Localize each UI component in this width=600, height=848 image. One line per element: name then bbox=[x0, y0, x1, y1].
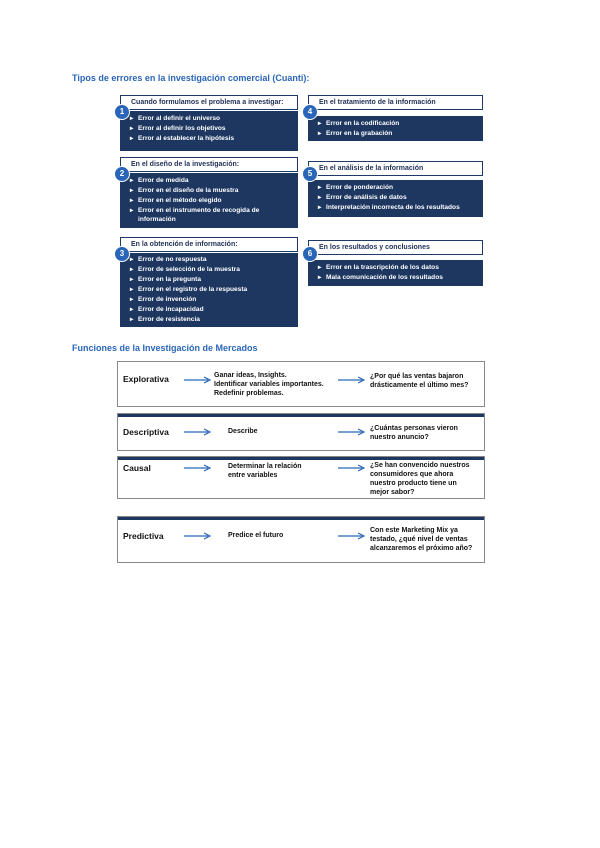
arrow-right-icon bbox=[184, 376, 212, 384]
function-description: Describe bbox=[228, 428, 258, 435]
list-item: ▸ Error en la pregunta bbox=[130, 275, 292, 285]
function-description: Ganar ideas, Insights. Identificar variables importantes. Redefinir problemas. bbox=[214, 372, 324, 397]
function-question: Con este Marketing Mix ya testado, ¿qué nivel de ventas alcanzaremos el próximo año? bbox=[370, 527, 473, 552]
arrow-right-icon bbox=[338, 428, 366, 436]
list-item: ▸ Error de no respuesta bbox=[130, 255, 292, 265]
list-item: ▸ Error en el registro de la respuesta bbox=[130, 285, 292, 295]
function-question: ¿Cuántas personas vieron nuestro anuncio? bbox=[370, 425, 458, 441]
panel-body bbox=[308, 116, 483, 141]
row-top-bar bbox=[118, 457, 484, 460]
row-top-bar bbox=[118, 517, 484, 520]
panel-body bbox=[120, 111, 298, 151]
error-panel-5 bbox=[308, 161, 483, 218]
list-item: ▸ Error al definir el universo bbox=[130, 114, 292, 124]
error-panel-2 bbox=[120, 157, 298, 229]
list-item: ▸ Error en el diseño de la muestra bbox=[130, 186, 292, 196]
panel-body bbox=[308, 180, 483, 217]
list-item: ▸ Error de resistencia bbox=[130, 315, 292, 325]
function-label: Predictiva bbox=[123, 531, 164, 541]
panel-heading: En el análisis de la información bbox=[308, 161, 483, 176]
list-item: ▸ Error de selección de la muestra bbox=[130, 265, 292, 275]
panel-heading: En los resultados y conclusiones bbox=[308, 240, 483, 255]
function-description: Predice el futuro bbox=[228, 532, 284, 539]
panel-heading: En el diseño de la investigación: bbox=[120, 157, 298, 172]
list-item: ▸ Error al definir los objetivos bbox=[130, 124, 292, 134]
list-item: ▸ Error en la grabación bbox=[318, 129, 477, 139]
function-label: Descriptiva bbox=[123, 427, 169, 437]
step-number-badge: 1 bbox=[114, 104, 130, 120]
arrow-right-icon bbox=[338, 464, 366, 472]
function-label: Causal bbox=[123, 463, 151, 473]
function-label: Explorativa bbox=[123, 374, 169, 384]
list-item: ▸ Error de análisis de datos bbox=[318, 193, 477, 203]
step-number-badge: 5 bbox=[302, 166, 318, 182]
function-row-explorativa bbox=[117, 361, 485, 407]
arrow-right-icon bbox=[184, 428, 212, 436]
panel-body bbox=[308, 260, 483, 286]
panel-heading: En la obtención de información: bbox=[120, 237, 298, 252]
panel-body bbox=[120, 253, 298, 327]
list-item: ▸ Error en el instrumento de recogida de información bbox=[130, 206, 292, 224]
list-item: ▸ Error en la codificación bbox=[318, 119, 477, 129]
function-row-descriptiva bbox=[117, 413, 485, 451]
panel-heading: En el tratamiento de la información bbox=[308, 95, 483, 110]
list-item: ▸ Error de incapacidad bbox=[130, 305, 292, 315]
list-item: ▸ Mala comunicación de los resultados bbox=[318, 273, 477, 283]
arrow-right-icon bbox=[338, 376, 366, 384]
error-panel-4 bbox=[308, 95, 483, 141]
function-row-predictiva bbox=[117, 516, 485, 563]
list-item: ▸ Error en el método elegido bbox=[130, 196, 292, 206]
function-row-causal bbox=[117, 456, 485, 499]
list-item: ▸ Interpretación incorrecta de los resultados bbox=[318, 203, 477, 213]
step-number-badge: 6 bbox=[302, 246, 318, 262]
step-number-badge: 3 bbox=[114, 246, 130, 262]
step-number-badge: 4 bbox=[302, 104, 318, 120]
function-description: Determinar la relación entre variables bbox=[228, 463, 302, 479]
functions-section-title: Funciones de la Investigación de Mercados bbox=[72, 343, 258, 353]
list-item: ▸ Error de invención bbox=[130, 295, 292, 305]
list-item: ▸ Error de medida bbox=[130, 176, 292, 186]
error-panel-1 bbox=[120, 95, 298, 153]
error-panel-6 bbox=[308, 240, 483, 286]
function-question: ¿Por qué las ventas bajaron drásticamente el último mes? bbox=[370, 373, 469, 389]
panel-heading: Cuando formulamos el problema a investigar: bbox=[120, 95, 298, 110]
list-item: ▸ Error en la trascripción de los datos bbox=[318, 263, 477, 273]
list-item: ▸ Error de ponderación bbox=[318, 183, 477, 193]
step-number-badge: 2 bbox=[114, 166, 130, 182]
arrow-right-icon bbox=[338, 532, 366, 540]
error-panel-3 bbox=[120, 237, 298, 327]
errors-section-title: Tipos de errores en la investigación comercial (Cuanti): bbox=[72, 73, 310, 83]
arrow-right-icon bbox=[184, 532, 212, 540]
row-top-bar bbox=[118, 414, 484, 417]
arrow-right-icon bbox=[184, 464, 212, 472]
panel-body bbox=[120, 173, 298, 228]
function-question: ¿Se han convencido nuestros consumidores que ahora nuestro producto tiene un mejor sabor? bbox=[370, 462, 470, 496]
list-item: ▸ Error al establecer la hipótesis bbox=[130, 134, 292, 144]
